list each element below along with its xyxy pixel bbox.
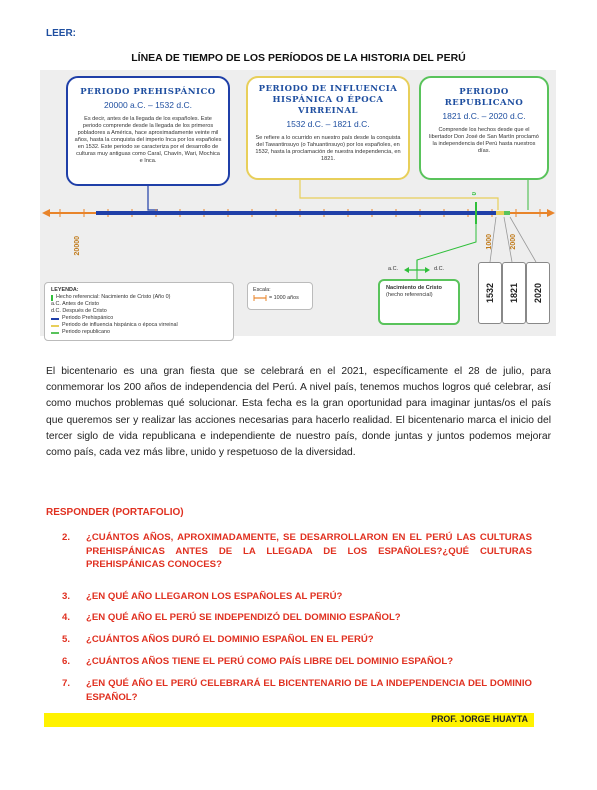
birth-sub: (hecho referencial) (386, 292, 433, 298)
legend-item: d.C. Después de Cristo (51, 308, 107, 314)
period-text: Es decir, antes de la llegada de los españoles. Este periodo comprende desde la llegada de los primeros pobladores a América, hace aproximadamente veinte mil años, hasta la conquista del imperio Inca por los españoles en 1532. Este periodo se caracteriza por el desarrollo de culturas muy antiguas como Caral, Chavín, Wari, Mochica e Inca. (74, 116, 222, 164)
dc-arrow-icon (425, 267, 430, 273)
scale-box (247, 282, 313, 310)
legend-swatch (51, 332, 59, 334)
year-1821: 1821 (509, 282, 519, 304)
year-2020: 2020 (533, 282, 543, 304)
legend (44, 282, 234, 341)
question-item: 3. ¿EN QUÉ AÑO LLEGARON LOS ESPAÑOLES AL PERÚ? (62, 591, 343, 602)
tick-label-1000: 1000 (486, 234, 493, 250)
pre-connector (148, 186, 158, 210)
legend-item (51, 322, 227, 329)
period-text: Comprende los hechos desde que el libertador Don José de San Martín proclamó la independencia del Perú hasta nuestros días. (429, 127, 539, 154)
question-item: 4. ¿EN QUÉ AÑO EL PERÚ SE INDEPENDIZÓ DEL DOMINIO ESPAÑOL? (62, 612, 401, 623)
axis-arrow-left (42, 209, 50, 217)
year-box-1821 (502, 262, 526, 324)
year-1532: 1532 (485, 282, 495, 304)
legend-item: a.C. Antes de Cristo (51, 301, 99, 307)
axis-arrow-right (547, 209, 555, 217)
period-title-line1: PERIODO DE INFLUENCIA (258, 84, 398, 94)
legend-item: Periodo Prehispánico (51, 315, 227, 322)
vir-connector (300, 180, 498, 210)
footer-bar (44, 713, 534, 727)
responder-heading: RESPONDER (PORTAFOLIO) (46, 507, 184, 518)
scale-bar-icon (253, 295, 267, 301)
scale-title: Escala: (253, 287, 271, 293)
year-box-2020 (526, 262, 550, 324)
question-item: 5. ¿CUÁNTOS AÑOS DURÓ EL DOMINIO ESPAÑOL EN EL PERÚ? (62, 634, 374, 645)
period-box-prehispanic (66, 76, 230, 186)
ac-arrow-icon (404, 267, 409, 273)
timeline-figure (40, 70, 556, 336)
period-text: Se refiere a lo ocurrido en nuestro país desde la conquista del Tawantinsuyo (o Tahuantinsuyo) por los españoles, en 1532, hasta la proclamación de nuestra independencia, en 1821. (255, 135, 401, 162)
period-title: PERIODO PREHISPÁNICO (80, 87, 216, 97)
year-box-1532 (478, 262, 502, 324)
legend-item: Hecho referencial: Nacimiento de Cristo (Año 0) (51, 294, 227, 301)
tick-label-0: 0 (472, 192, 478, 196)
period-title-line2: HISPÁNICA O ÉPOCA VIRREINAL (272, 95, 384, 116)
question-item: 6. ¿CUÁNTOS AÑOS TIENE EL PERÚ COMO PAÍS LIBRE DEL DOMINIO ESPAÑOL? (62, 656, 454, 667)
scale-value: = 1000 años (269, 295, 299, 301)
ac-label: a.C. (388, 266, 399, 272)
teacher-name: PROF. JORGE HUAYTA (431, 714, 528, 724)
period-box-republican (419, 76, 549, 180)
period-dates: 20000 a.C. – 1532 d.C. (104, 100, 192, 110)
birth-box (378, 279, 460, 325)
legend-item (51, 329, 227, 336)
legend-label: Periodo de influencia hispánica o época virreinal (62, 322, 178, 328)
dc-label: d.C. (434, 266, 445, 272)
legend-label: Periodo republicano (62, 329, 110, 335)
leer-label: LEER: (46, 28, 76, 39)
period-dates: 1821 d.C. – 2020 d.C. (442, 111, 526, 121)
timeline-title: LÍNEA DE TIEMPO DE LOS PERÍODOS DE LA HISTORIA DEL PERÚ (131, 52, 466, 64)
period-dates: 1532 d.C. – 1821 d.C. (286, 119, 370, 129)
question-item: 2. ¿CUÁNTOS AÑOS, APROXIMADAMENTE, SE DESARROLLARON EN EL PERÚ LAS CULTURAS PREHISPÁNICAS ANTES DE LA LLEGADA DE LOS ESPAÑOLES?¿QUÉ CULTURAS PREHISPÁNICAS CONOCES? (62, 532, 532, 570)
legend-swatch (51, 325, 59, 327)
legend-title: LEYENDA: (51, 287, 79, 293)
bicentenario-paragraph: El bicentenario es una gran fiesta que se celebrará en el 2021, específicamente el 28 de julio, para conmemorar los 200 años de independencia del Perú. A nivel país, tenemos muchos logros qué celebrar, así como muchos problemas qué solucionar. Esta fecha es la gran oportunidad para imaginar juntas/os el país que queremos ser y realizar las acciones necesarias para hacerlo realidad. El bicentenario marca el inicio del tercer siglo de vida republicana e independiente de nuestro país, donde juntas y juntos podemos mejorar como país, cada vez más libre, unido y respetuoso de la diversidad. (46, 366, 551, 459)
tick-label-2000: 2000 (510, 234, 517, 250)
birth-title: Nacimiento de Cristo (386, 285, 442, 291)
question-item: 7. ¿EN QUÉ AÑO EL PERÚ CELEBRARÁ EL BICENTENARIO DE LA INDEPENDENCIA DEL DOMINIO ESPAÑOL? (62, 678, 532, 703)
period-box-viceroyalty (246, 76, 410, 180)
period-title: PERIODO REPUBLICANO (444, 87, 524, 108)
tick-label-20000: 20000 (74, 236, 81, 256)
